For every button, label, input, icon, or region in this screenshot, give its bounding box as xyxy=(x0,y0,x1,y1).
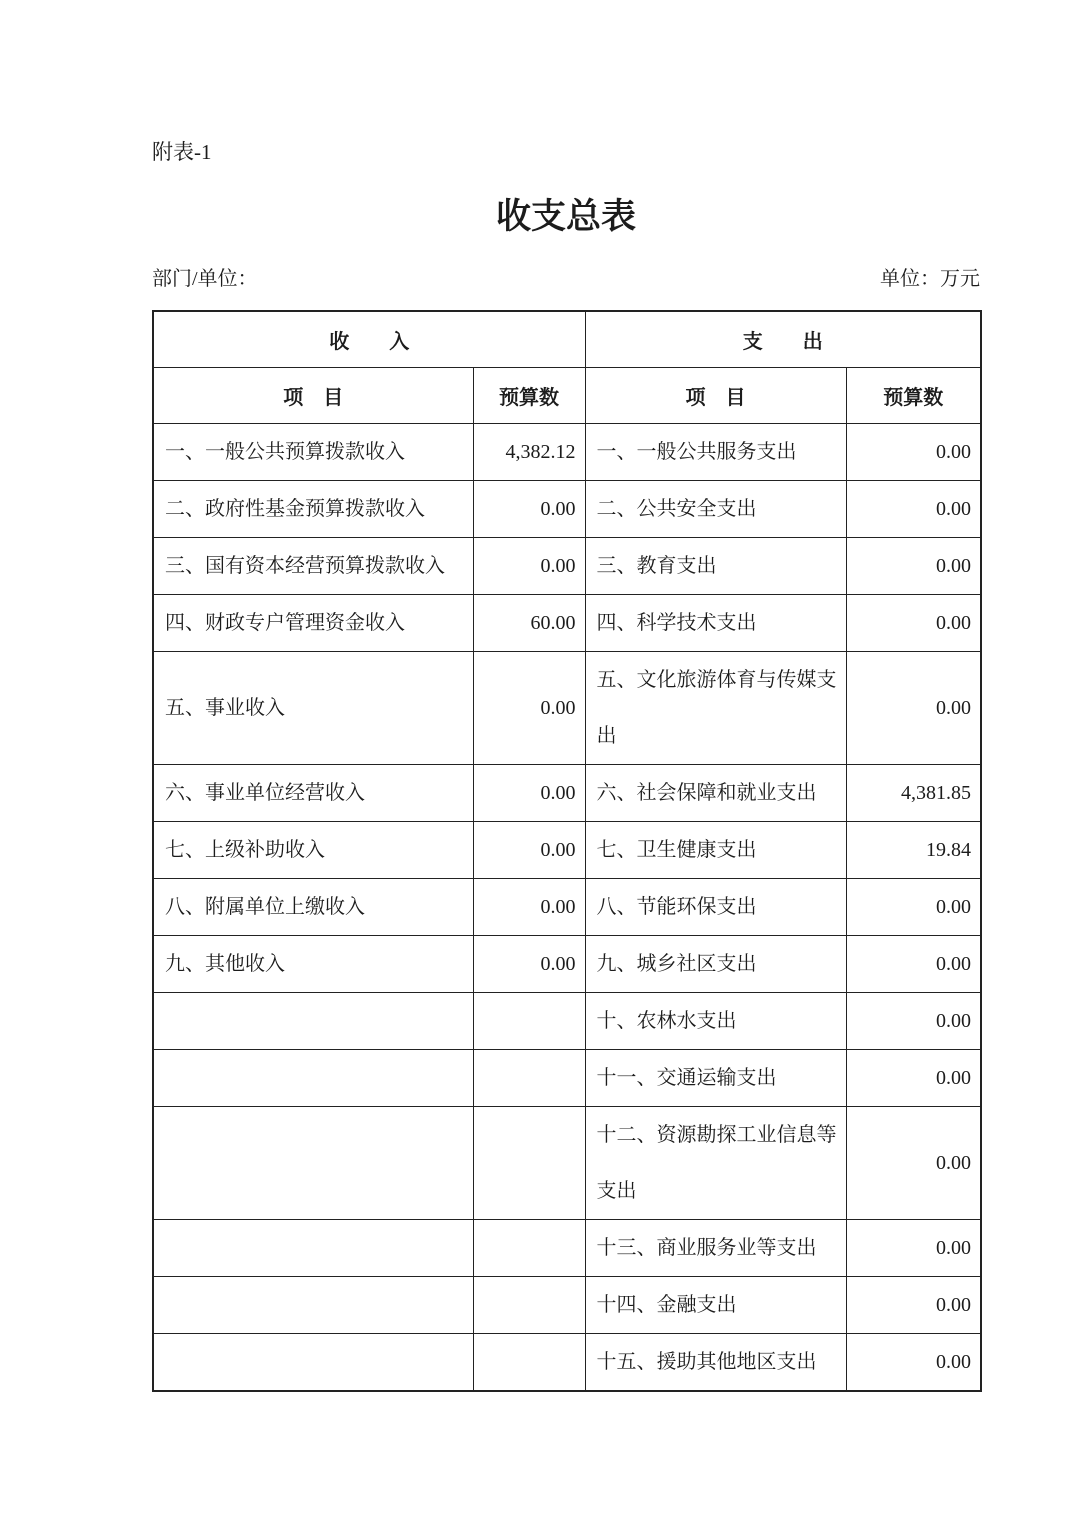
income-value-cell: 0.00 xyxy=(473,821,585,878)
expense-item-cell: 十三、商业服务业等支出 xyxy=(585,1219,846,1276)
income-value-cell xyxy=(473,1276,585,1333)
income-item-cell: 九、其他收入 xyxy=(153,935,473,992)
expense-item-cell: 一、一般公共服务支出 xyxy=(585,423,846,480)
table-row xyxy=(153,1219,981,1276)
income-item-cell xyxy=(153,1333,473,1391)
income-value-cell: 0.00 xyxy=(473,935,585,992)
department-unit-label: 部门/单位： xyxy=(152,268,258,290)
expense-value-cell: 0.00 xyxy=(846,878,981,935)
income-value-cell: 60.00 xyxy=(473,594,585,651)
page-title: 收支总表 xyxy=(495,197,636,236)
expense-value-cell: 0.00 xyxy=(846,480,981,537)
table-row xyxy=(153,992,981,1049)
expense-item-cell: 九、城乡社区支出 xyxy=(585,935,846,992)
expense-item-cell: 四、科学技术支出 xyxy=(585,594,846,651)
budget-summary-table xyxy=(152,310,982,1392)
income-item-column-header: 项 目 xyxy=(153,367,473,423)
expense-item-cell: 七、卫生健康支出 xyxy=(585,821,846,878)
table-row xyxy=(153,1333,981,1391)
table-row xyxy=(153,878,981,935)
income-value-cell xyxy=(473,992,585,1049)
income-item-cell: 一、一般公共预算拨款收入 xyxy=(153,423,473,480)
table-row xyxy=(153,764,981,821)
income-item-cell: 五、事业收入 xyxy=(153,651,473,764)
expense-value-cell: 0.00 xyxy=(846,1106,981,1219)
table-row xyxy=(153,480,981,537)
income-item-cell xyxy=(153,1219,473,1276)
income-group-header: 收 入 xyxy=(153,311,585,367)
income-value-cell xyxy=(473,1333,585,1391)
expense-item-cell: 十二、资源勘探工业信息等支出 xyxy=(585,1106,846,1219)
expense-item-cell: 十四、金融支出 xyxy=(585,1276,846,1333)
expense-value-cell: 4,381.85 xyxy=(846,764,981,821)
table-row xyxy=(153,1049,981,1106)
income-item-cell xyxy=(153,992,473,1049)
income-value-cell: 4,382.12 xyxy=(473,423,585,480)
expense-value-cell: 0.00 xyxy=(846,935,981,992)
expense-item-cell: 十一、交通运输支出 xyxy=(585,1049,846,1106)
income-item-cell: 八、附属单位上缴收入 xyxy=(153,878,473,935)
table-row xyxy=(153,537,981,594)
expense-value-cell: 0.00 xyxy=(846,537,981,594)
income-value-cell: 0.00 xyxy=(473,651,585,764)
expense-budget-column-header: 预算数 xyxy=(846,367,981,423)
table-row xyxy=(153,821,981,878)
expense-item-cell: 八、节能环保支出 xyxy=(585,878,846,935)
expense-value-cell: 0.00 xyxy=(846,992,981,1049)
income-value-cell xyxy=(473,1219,585,1276)
expense-value-cell: 0.00 xyxy=(846,594,981,651)
group-header-row xyxy=(153,311,981,367)
meta-row xyxy=(152,265,980,293)
income-item-cell: 六、事业单位经营收入 xyxy=(153,764,473,821)
expense-item-cell: 十、农林水支出 xyxy=(585,992,846,1049)
income-item-cell xyxy=(153,1276,473,1333)
currency-unit-label: 单位：万元 xyxy=(880,268,980,290)
expense-value-cell: 0.00 xyxy=(846,1049,981,1106)
income-item-cell: 三、国有资本经营预算拨款收入 xyxy=(153,537,473,594)
appendix-label: 附表-1 xyxy=(152,140,212,164)
income-item-cell: 七、上级补助收入 xyxy=(153,821,473,878)
expense-item-cell: 二、公共安全支出 xyxy=(585,480,846,537)
income-value-cell: 0.00 xyxy=(473,480,585,537)
table-row xyxy=(153,651,981,764)
expense-value-cell: 0.00 xyxy=(846,1219,981,1276)
income-item-cell xyxy=(153,1049,473,1106)
income-value-cell: 0.00 xyxy=(473,878,585,935)
income-budget-column-header: 预算数 xyxy=(473,367,585,423)
expense-item-column-header: 项 目 xyxy=(585,367,846,423)
column-header-row xyxy=(153,367,981,423)
table-row xyxy=(153,935,981,992)
expense-item-cell: 五、文化旅游体育与传媒支出 xyxy=(585,651,846,764)
table-row xyxy=(153,594,981,651)
income-value-cell xyxy=(473,1106,585,1219)
income-value-cell: 0.00 xyxy=(473,764,585,821)
income-value-cell xyxy=(473,1049,585,1106)
expense-value-cell: 19.84 xyxy=(846,821,981,878)
expense-item-cell: 十五、援助其他地区支出 xyxy=(585,1333,846,1391)
expense-item-cell: 六、社会保障和就业支出 xyxy=(585,764,846,821)
table-row xyxy=(153,423,981,480)
expense-value-cell: 0.00 xyxy=(846,1276,981,1333)
expense-value-cell: 0.00 xyxy=(846,651,981,764)
income-item-cell: 二、政府性基金预算拨款收入 xyxy=(153,480,473,537)
income-item-cell: 四、财政专户管理资金收入 xyxy=(153,594,473,651)
expense-group-header: 支 出 xyxy=(585,311,981,367)
table-body xyxy=(153,423,981,1391)
expense-value-cell: 0.00 xyxy=(846,423,981,480)
table-row xyxy=(153,1106,981,1219)
income-value-cell: 0.00 xyxy=(473,537,585,594)
expense-item-cell: 三、教育支出 xyxy=(585,537,846,594)
expense-value-cell: 0.00 xyxy=(846,1333,981,1391)
table-row xyxy=(153,1276,981,1333)
income-item-cell xyxy=(153,1106,473,1219)
